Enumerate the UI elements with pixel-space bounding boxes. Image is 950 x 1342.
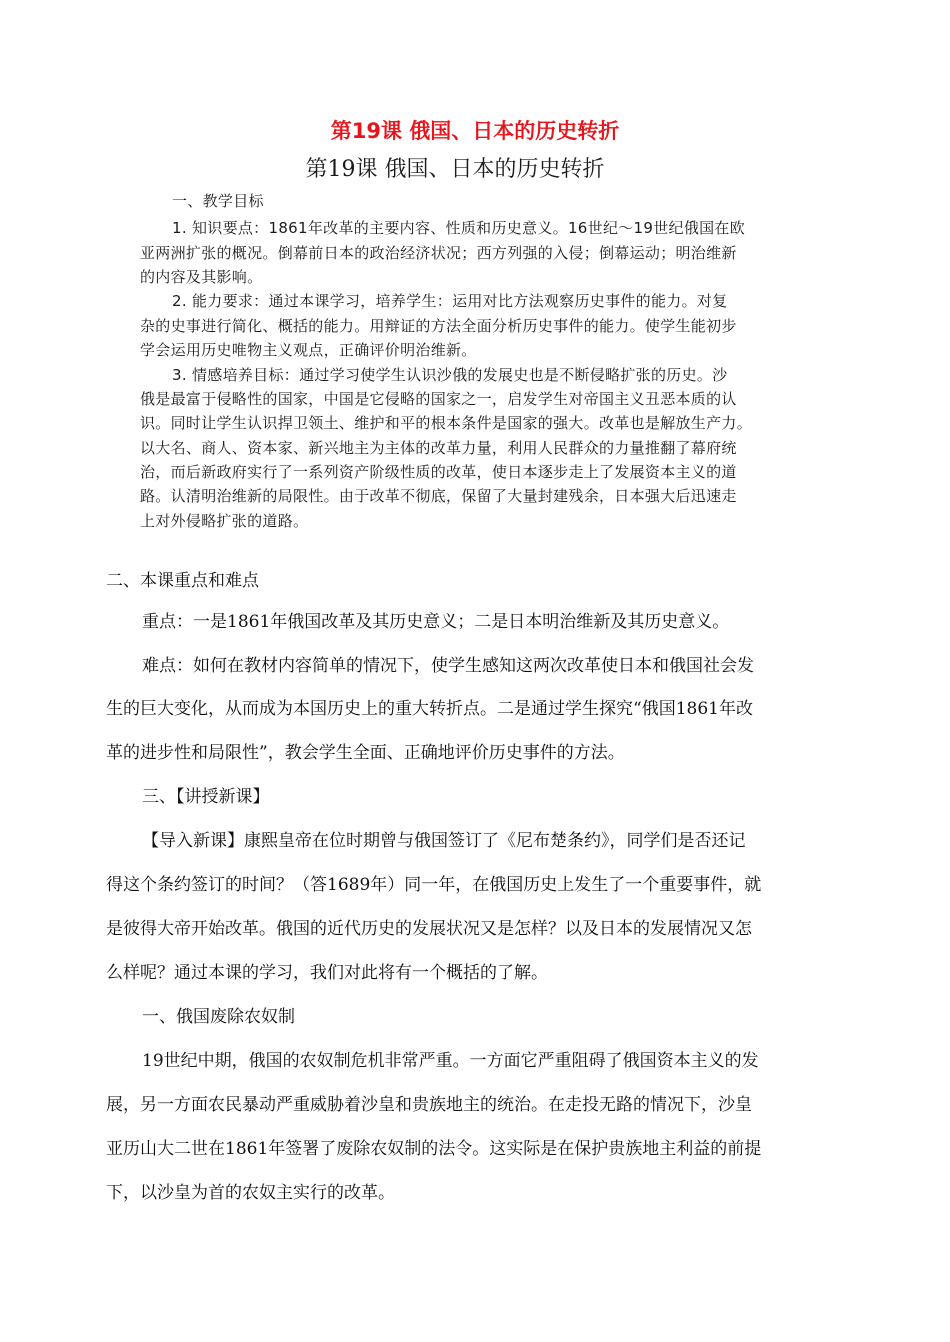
- inset-line: 路。认清明治维新的局限性。由于改革不彻底，保留了大量封建残余，日本强大后迅速走: [140, 487, 737, 505]
- inset-line: 治，而后新政府实行了一系列资产阶级性质的改革，使日本逐步走上了发展资本主义的道: [140, 463, 737, 481]
- inset-line: 以大名、商人、资本家、新兴地主为主体的改革力量，利用人民群众的力量推翻了幕府统: [140, 439, 737, 457]
- paragraph-line: 是彼得大帝开始改革。俄国的近代历史的发展状况又是怎样？以及日本的发展情况又怎: [106, 919, 752, 939]
- paragraph-line: 得这个条约签订的时间？（答1689年）同一年，在俄国历史上发生了一个重要事件，就: [106, 875, 762, 895]
- section-heading: 一、俄国废除农奴制: [142, 1007, 295, 1027]
- inset-line: 亚两洲扩张的概况。倒幕前日本的政治经济状况；西方列强的入侵；倒幕运动；明治维新: [140, 244, 737, 262]
- paragraph-line: 19世纪中期，俄国的农奴制危机非常严重。一方面它严重阻碍了俄国资本主义的发: [142, 1051, 759, 1071]
- paragraph-line: 展，另一方面农民暴动严重威胁着沙皇和贵族地主的统治。在走投无路的情况下，沙皇: [106, 1095, 752, 1115]
- inset-line: 识。同时让学生认识捍卫领土、维护和平的根本条件是国家的强大。改革也是解放生产力。: [140, 414, 753, 432]
- inset-line: 1. 知识要点：1861年改革的主要内容、性质和历史意义。16世纪～19世纪俄国在欧: [172, 219, 746, 237]
- inset-line: 学会运用历史唯物主义观点，正确评价明治维新。: [140, 341, 477, 359]
- inset-heading: 一、教学目标: [172, 192, 264, 210]
- section-heading: 二、本课重点和难点: [106, 571, 259, 591]
- paragraph-line: 亚历山大二世在1861年签署了废除农奴制的法令。这实际是在保护贵族地主利益的前提: [106, 1139, 762, 1159]
- inset-line: 3. 情感培养目标：通过学习使学生认识沙俄的发展史也是不断侵略扩张的历史。沙: [172, 366, 728, 384]
- paragraph-line: 重点：一是1861年俄国改革及其历史意义；二是日本明治维新及其历史意义。: [142, 612, 730, 632]
- document-title: 第19课 俄国、日本的历史转折: [330, 119, 620, 143]
- paragraph-line: 生的巨大变化，从而成为本国历史上的重大转折点。二是通过学生探究“俄国1861年改: [106, 699, 753, 719]
- section-heading: 三、【讲授新课】: [142, 787, 270, 807]
- inset-line: 俄是最富于侵略性的国家，中国是它侵略的国家之一，启发学生对帝国主义丑恶本质的认: [140, 390, 737, 408]
- paragraph-line: 难点：如何在教材内容简单的情况下，使学生感知这两次改革使日本和俄国社会发: [142, 656, 754, 676]
- paragraph-line: 么样呢？通过本课的学习，我们对此将有一个概括的了解。: [106, 963, 548, 983]
- document-subtitle: 第19课 俄国、日本的历史转折: [305, 157, 605, 182]
- inset-line: 杂的史事进行简化、概括的能力。用辩证的方法全面分析历史事件的能力。使学生能初步: [140, 317, 737, 335]
- inset-line: 的内容及其影响。: [140, 268, 263, 286]
- paragraph-line: 革的进步性和局限性”，教会学生全面、正确地评价历史事件的方法。: [106, 743, 625, 763]
- paragraph-line: 下，以沙皇为首的农奴主实行的改革。: [106, 1183, 395, 1203]
- inset-line: 上对外侵略扩张的道路。: [140, 512, 309, 530]
- inset-line: 2. 能力要求：通过本课学习，培养学生：运用对比方法观察历史事件的能力。对复: [172, 292, 728, 310]
- paragraph-line: 【导入新课】康熙皇帝在位时期曾与俄国签订了《尼布楚条约》，同学们是否还记: [142, 831, 746, 851]
